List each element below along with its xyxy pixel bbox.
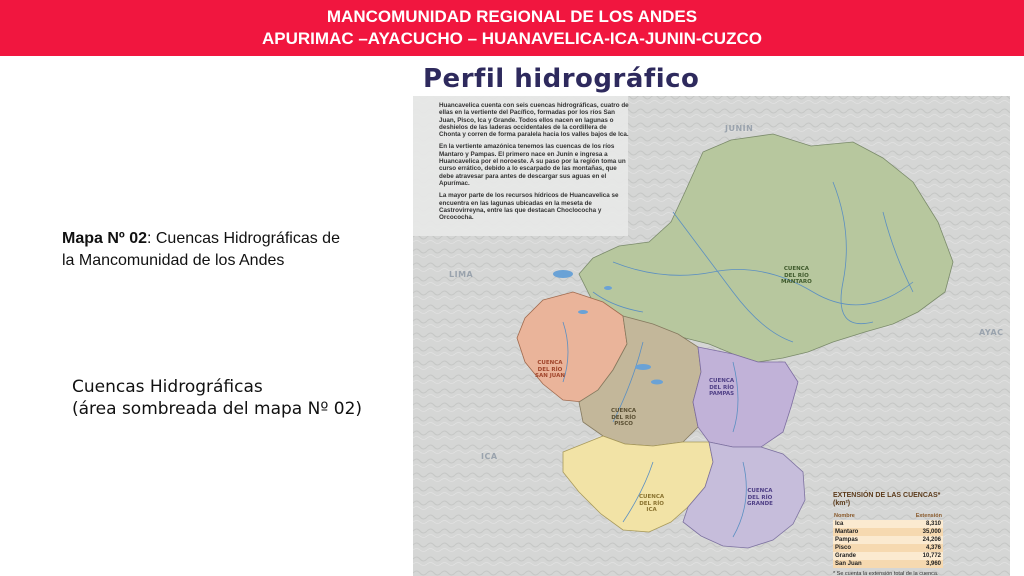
table-cell-name: Pisco: [833, 544, 890, 552]
table-row: [833, 520, 943, 528]
table-cell-name: San Juan: [833, 560, 890, 568]
table-title: EXTENSIÓN DE LAS CUENCAS* (km²): [833, 492, 941, 507]
map-title: Perfil hidrográfico: [423, 64, 700, 94]
basins-caption-line1: Cuencas Hidrográficas: [72, 377, 263, 397]
table-header-extension: Extensión: [915, 513, 942, 519]
table-cell-name: Pampas: [833, 536, 890, 544]
basin-label-pisco: CUENCA DEL RÍO PISCO: [611, 408, 637, 427]
region-label-lima: LIMA: [449, 270, 474, 279]
basins-caption: [72, 376, 362, 420]
banner-line-1: MANCOMUNIDAD REGIONAL DE LOS ANDES: [326, 7, 698, 26]
table-row: [833, 536, 943, 544]
map-caption-line2: la Mancomunidad de los Andes: [62, 252, 285, 269]
map-description: [439, 102, 629, 226]
table-cell-name: Mantaro: [833, 528, 890, 536]
basin-extension-table: [833, 492, 963, 576]
table-cell-extension: 8,310: [890, 520, 943, 528]
table-row: [833, 552, 943, 560]
table-cell-name: Grande: [833, 552, 890, 560]
table-cell-extension: 24,206: [890, 536, 943, 544]
map-paragraph-2: En la vertiente amazónica tenemos las cuencas de los ríos Mantaro y Pampas. El primero nace en Junín e ingresa a Huancavelica por el noroeste. A su paso por la región toma un curso errático, debido a lo escarpado de las montañas, que debe atravesar para antes de descargar sus aguas en el Apurímac.: [439, 143, 626, 187]
table-cell-extension: 35,000: [890, 528, 943, 536]
table-header-name: Nombre: [834, 513, 855, 519]
table-row: [833, 528, 943, 536]
map-caption-rest: : Cuencas Hidrográficas de: [146, 230, 340, 247]
table-row: [833, 560, 943, 568]
table-footnote: * Se cuenta la extensión total de la cuenca.: [833, 571, 939, 576]
table-row: [833, 544, 943, 552]
region-label-ica: ICA: [481, 452, 498, 461]
basin-label-pampas: CUENCA DEL RÍO PAMPAS: [709, 378, 735, 397]
basin-label-mantaro: CUENCA DEL RÍO MANTARO: [781, 266, 812, 285]
table-cell-name: Ica: [833, 520, 890, 528]
map-paragraph-1: Huancavelica cuenta con seis cuencas hidrográficas, cuatro de ellas en la vertiente del Pacífico, formadas por los ríos San Juan, Pisco, Ica y Grande. Todos ellos nacen en lagunas o deshielos de las laderas occidentales de la cordillera de Chonta y corren de forma paralela hacia los valles bajos de Ica.: [439, 102, 629, 139]
basins-caption-line2: (área sombreada del mapa Nº 02): [72, 399, 363, 419]
map-caption-bold: Mapa Nº 02: [62, 230, 147, 247]
region-label-ayacucho: AYAC: [979, 328, 1004, 337]
title-banner: [0, 0, 1024, 56]
hydrographic-map: [413, 62, 1010, 576]
banner-line-2: APURIMAC –AYACUCHO – HUANAVELICA-ICA-JUNIN-CUZCO: [262, 29, 762, 48]
region-label-junin: JUNÍN: [725, 124, 754, 133]
basin-label-sanjuan: CUENCA DEL RÍO SAN JUAN: [535, 360, 565, 379]
basin-label-ica: CUENCA DEL RÍO ICA: [639, 494, 665, 513]
basin-label-grande: CUENCA DEL RÍO GRANDE: [747, 488, 773, 507]
table-cell-extension: 4,376: [890, 544, 943, 552]
table-cell-extension: 3,960: [890, 560, 943, 568]
table-cell-extension: 10,772: [890, 552, 943, 560]
map-caption: [62, 228, 340, 272]
extension-table: [833, 512, 943, 568]
map-paragraph-3: La mayor parte de los recursos hídricos de Huancavelica se encuentra en las lagunas ubicadas en la meseta de Castrovirreyna, entre las que destacan Choclococha y Orcococha.: [439, 192, 619, 222]
